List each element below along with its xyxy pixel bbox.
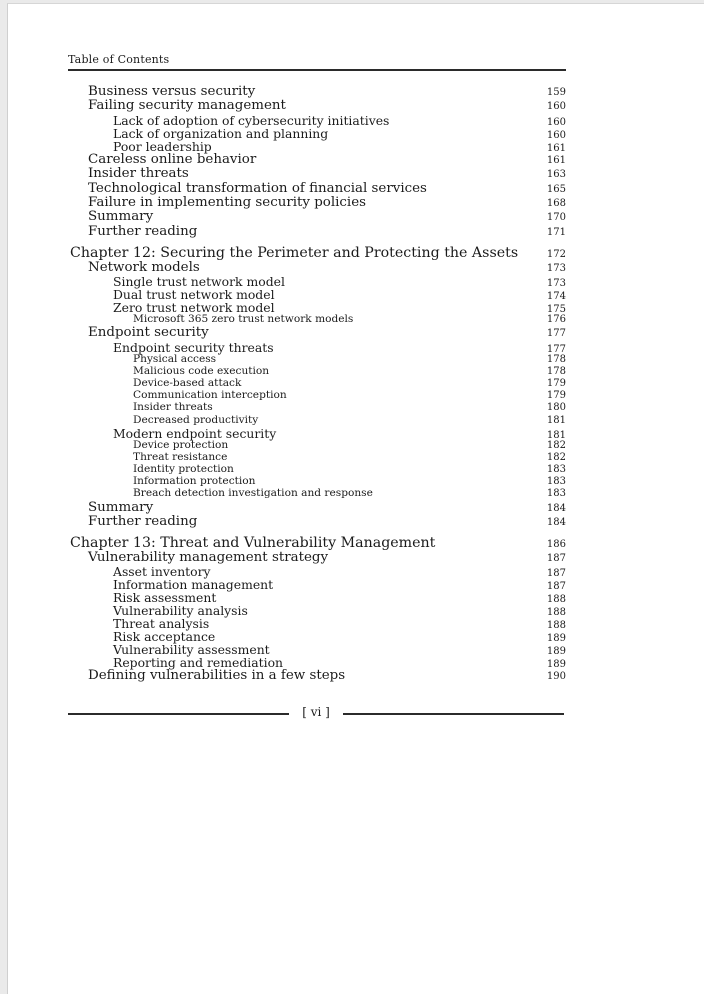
toc-entry-page-number: 173 (546, 278, 566, 290)
toc-entry[interactable] (68, 300, 566, 316)
toc-entry-page-number: 172 (546, 248, 566, 260)
toc-entry-label: Chapter 12: Securing the Perimeter and Protecting the Assets (70, 244, 519, 261)
toc-entry[interactable] (68, 389, 566, 401)
toc-entry[interactable] (68, 514, 566, 528)
toc-entry[interactable] (68, 487, 566, 499)
toc-entry-label: Endpoint security threats (113, 339, 274, 355)
toc-entry-page-number: 190 (546, 671, 566, 683)
toc-entry-page-number: 160 (546, 116, 566, 128)
toc-entry-label: Further reading (88, 223, 198, 239)
toc-entry-page-number: 180 (546, 402, 566, 414)
toc-entry-label: Endpoint security (88, 325, 209, 341)
toc-entry-label: Dual trust network model (113, 287, 275, 303)
toc-entry[interactable] (68, 577, 566, 593)
toc-entry[interactable] (68, 84, 566, 98)
toc-entry-label: Network models (88, 259, 200, 275)
toc-entry-label: Modern endpoint security (113, 425, 277, 441)
page-footer (68, 705, 564, 723)
toc-entry-label: Risk assessment (113, 590, 217, 606)
toc-entry-page-number: 165 (546, 183, 566, 195)
toc-entry[interactable] (68, 353, 566, 365)
footer-rule-left (68, 713, 289, 714)
toc-entry-label: Malicious code execution (133, 364, 270, 377)
toc-entry[interactable] (68, 616, 566, 632)
toc-entry-page-number: 189 (546, 659, 566, 671)
toc-entry-label: Single trust network model (113, 274, 285, 290)
toc-entry-page-number: 183 (546, 464, 566, 476)
toc-entry[interactable] (68, 564, 566, 580)
toc-entry-page-number: 160 (546, 101, 566, 113)
toc-entry-label: Zero trust network model (113, 300, 275, 316)
toc-entry-page-number: 181 (546, 429, 566, 441)
toc-entry-label: Defining vulnerabilities in a few steps (88, 668, 346, 684)
toc-entry-label: Decreased productivity (133, 413, 259, 426)
toc-entry-page-number: 168 (546, 197, 566, 209)
toc-entry[interactable] (68, 550, 566, 564)
toc-entry-label: Chapter 13: Threat and Vulnerability Management (70, 534, 436, 551)
toc-entry-label: Technological transformation of financial services (88, 180, 427, 196)
toc-entry-page-number: 182 (546, 439, 566, 451)
toc-entry-page-number: 188 (546, 594, 566, 606)
toc-entry-label: Identity protection (133, 463, 234, 476)
toc-entry-label: Reporting and remediation (113, 655, 284, 671)
toc-entry-label: Microsoft 365 zero trust network models (133, 313, 354, 326)
toc-entry-page-number: 184 (546, 502, 566, 514)
toc-entry-page-number: 188 (546, 607, 566, 619)
toc-entry[interactable] (68, 463, 566, 475)
toc-entry[interactable] (68, 325, 566, 339)
toc-entry[interactable] (68, 98, 566, 112)
toc-entry-label: Failure in implementing security policies (88, 194, 367, 210)
toc-chapter-entry[interactable] (68, 245, 566, 260)
toc-entry[interactable] (68, 274, 566, 290)
toc-entry-label: Breach detection investigation and response (133, 487, 373, 500)
toc-entry[interactable] (68, 642, 566, 658)
toc-entry-page-number: 186 (546, 538, 566, 550)
toc-entry-label: Lack of organization and planning (113, 125, 329, 141)
toc-entry-page-number: 176 (546, 314, 566, 326)
toc-entry[interactable] (68, 313, 566, 325)
toc-entry[interactable] (68, 629, 566, 645)
toc-entry-label: Careless online behavior (88, 151, 257, 167)
toc-entry-label: Summary (88, 209, 154, 225)
toc-entry-page-number: 171 (546, 226, 566, 238)
toc-entry[interactable] (68, 209, 566, 223)
toc-entry-label: Further reading (88, 514, 198, 530)
toc-entry-page-number: 181 (546, 414, 566, 426)
toc-entry-label: Vulnerability management strategy (88, 549, 329, 565)
toc-entry[interactable] (68, 365, 566, 377)
toc-entry-page-number: 179 (546, 390, 566, 402)
toc-entry[interactable] (68, 426, 566, 439)
toc-entry[interactable] (68, 152, 566, 166)
toc-chapter-entry[interactable] (68, 535, 566, 550)
toc-entry-label: Device protection (133, 438, 229, 451)
toc-entry-label: Asset inventory (113, 564, 211, 580)
toc-entry-page-number: 189 (546, 646, 566, 658)
toc-entry-page-number: 161 (546, 142, 566, 154)
toc-entry-label: Threat analysis (113, 616, 210, 632)
toc-entry-page-number: 178 (546, 353, 566, 365)
toc-entry[interactable] (68, 475, 566, 487)
toc-entry-page-number: 177 (546, 343, 566, 355)
toc-entry-label: Lack of adoption of cybersecurity initiatives (113, 112, 390, 128)
toc-entry-page-number: 184 (546, 517, 566, 529)
toc-entry-page-number: 188 (546, 620, 566, 632)
toc-entry-page-number: 175 (546, 304, 566, 316)
toc-entry-page-number: 189 (546, 633, 566, 645)
toc-entry-label: Business versus security (88, 84, 256, 99)
toc-entry[interactable] (68, 181, 566, 195)
toc-entry[interactable] (68, 401, 566, 413)
toc-entry[interactable] (68, 260, 566, 274)
toc-entry-label: Insider threats (88, 166, 189, 182)
toc-entry[interactable] (68, 414, 566, 426)
toc-entry-page-number: 187 (546, 552, 566, 564)
toc-entry[interactable] (68, 655, 566, 671)
toc-entry-page-number: 170 (546, 212, 566, 224)
footer-rule-right (343, 713, 564, 714)
toc-entry[interactable] (68, 340, 566, 353)
toc-entry[interactable] (68, 377, 566, 389)
table-of-contents (68, 84, 566, 683)
toc-entry-label: Summary (88, 499, 154, 515)
toc-entry-label: Information protection (133, 475, 256, 488)
toc-entry-page-number: 182 (546, 451, 566, 463)
toc-entry-label: Threat resistance (133, 450, 228, 463)
toc-entry-label: Vulnerability analysis (113, 603, 248, 619)
toc-entry-page-number: 187 (546, 568, 566, 580)
toc-entry-label: Insider threats (133, 401, 213, 414)
toc-entry-page-number: 161 (546, 154, 566, 166)
footer-page-number: [ vi ] (302, 705, 330, 719)
toc-entry-page-number: 173 (546, 262, 566, 274)
toc-entry[interactable] (68, 113, 566, 126)
toc-entry[interactable] (68, 287, 566, 303)
toc-entry-page-number: 183 (546, 488, 566, 500)
toc-entry[interactable] (68, 126, 566, 139)
toc-entry-page-number: 163 (546, 169, 566, 181)
toc-entry[interactable] (68, 195, 566, 209)
toc-entry[interactable] (68, 603, 566, 619)
toc-entry-label: Poor leadership (113, 138, 212, 154)
toc-entry-page-number: 187 (546, 581, 566, 593)
document-page (7, 3, 704, 994)
running-head-title: Table of Contents (68, 53, 170, 66)
toc-entry-label: Risk acceptance (113, 629, 216, 645)
toc-entry-label: Failing security management (88, 98, 286, 114)
toc-entry-page-number: 174 (546, 291, 566, 303)
toc-entry-page-number: 183 (546, 476, 566, 488)
header-rule (68, 69, 566, 71)
toc-entry[interactable] (68, 451, 566, 463)
toc-entry[interactable] (68, 166, 566, 180)
toc-entry-page-number: 179 (546, 377, 566, 389)
toc-entry-label: Physical access (133, 352, 217, 365)
toc-entry-label: Information management (113, 577, 274, 593)
toc-entry-page-number: 178 (546, 365, 566, 377)
toc-entry[interactable] (68, 439, 566, 451)
toc-entry-label: Communication interception (133, 389, 287, 402)
toc-entry[interactable] (68, 224, 566, 238)
toc-entry[interactable] (68, 590, 566, 606)
toc-entry-label: Vulnerability assessment (113, 642, 270, 658)
toc-entry-page-number: 177 (546, 328, 566, 340)
toc-entry-page-number: 160 (546, 129, 566, 141)
toc-entry-label: Device-based attack (133, 376, 242, 389)
toc-entry[interactable] (68, 500, 566, 514)
toc-entry[interactable] (68, 668, 566, 682)
toc-entry-page-number: 159 (546, 87, 566, 98)
